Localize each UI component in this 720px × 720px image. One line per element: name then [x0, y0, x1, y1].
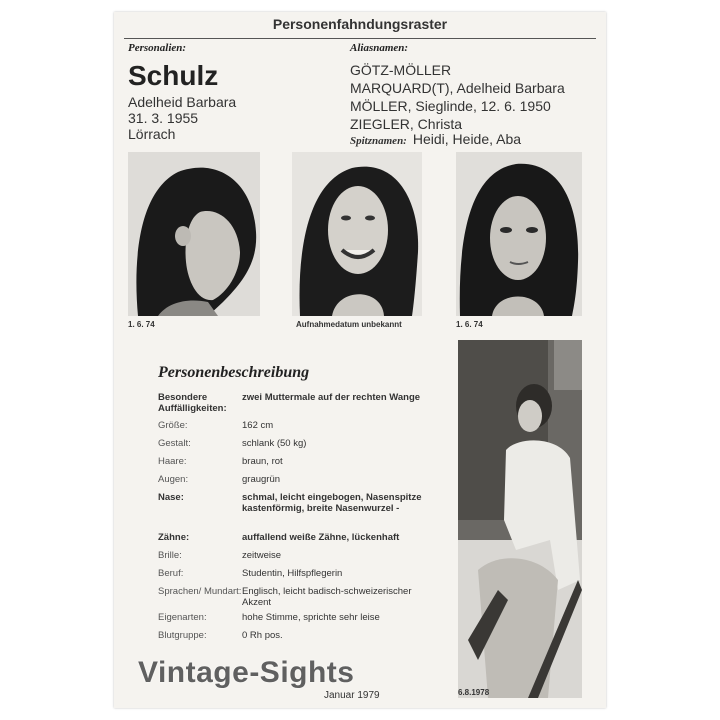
alias-line: ZIEGLER, Christa	[350, 116, 463, 132]
row-value: Studentin, Hilfspflegerin	[242, 568, 343, 579]
row-value: graugrün	[242, 474, 281, 485]
row-label: Blutgruppe:	[158, 630, 207, 641]
row-label: Beruf:	[158, 568, 184, 579]
smiling-photo	[292, 152, 422, 316]
birth-place: Lörrach	[128, 126, 176, 142]
title-divider	[124, 38, 596, 39]
given-names: Adelheid Barbara	[128, 94, 237, 110]
row-value: auffallend weiße Zähne, lückenhaft	[242, 532, 400, 543]
row-value: zwei Muttermale auf der rechten Wange	[242, 392, 421, 403]
watermark: Vintage-Sights	[138, 656, 355, 689]
row-value: braun, rot	[242, 456, 283, 467]
personalien-label: Personalien:	[128, 42, 187, 54]
row-label: Gestalt:	[158, 438, 191, 449]
row-label: Eigenarten:	[158, 612, 207, 623]
row-label: Größe:	[158, 420, 188, 431]
nicknames: Heidi, Heide, Aba	[412, 131, 522, 147]
row-label: Sprachen/ Mundart:	[158, 586, 242, 597]
full-body-photo	[458, 340, 582, 698]
row-label: Haare:	[158, 456, 187, 467]
description-heading: Personenbeschreibung	[158, 364, 310, 381]
issue-date: Januar 1979	[324, 690, 380, 701]
personal-info	[128, 94, 236, 142]
aliasnamen-label: Aliasnamen:	[350, 42, 409, 54]
frontal-photo	[456, 152, 582, 316]
alias-line: MARQUARD(T), Adelheid Barbara	[350, 80, 565, 96]
spitznamen-label: Spitznamen:	[350, 135, 407, 147]
alias-line: GÖTZ-MÖLLER	[350, 62, 452, 78]
alias-line: MÖLLER, Sieglinde, 12. 6. 1950	[350, 98, 551, 114]
row-label: Besondere Auffälligkeiten:	[158, 392, 227, 414]
row-value: 0 Rh pos.	[242, 630, 283, 641]
row-label: Nase:	[158, 492, 184, 503]
photo-caption: 1. 6. 74	[456, 320, 483, 329]
row-label: Zähne:	[158, 532, 190, 543]
row-label: Brille:	[158, 550, 182, 561]
row-label: Augen:	[158, 474, 189, 485]
profile-photo	[128, 152, 260, 316]
nicknames-row	[350, 130, 521, 150]
row-value: Englisch, leicht badisch-schweizerischer Akzent	[242, 586, 412, 608]
row-value: zeitweise	[242, 550, 282, 561]
surname: Schulz	[128, 60, 219, 91]
row-value: 162 cm	[242, 420, 274, 431]
photo-caption: 1. 6. 74	[128, 320, 155, 329]
row-value: hohe Stimme, sprichte sehr leise	[242, 612, 380, 623]
poster-title: Personenfahndungsraster	[272, 16, 448, 32]
birth-date: 31. 3. 1955	[128, 110, 199, 126]
photo-caption: Aufnahmedatum unbekannt	[296, 320, 402, 329]
wanted-poster-card	[114, 12, 606, 708]
row-value: schmal, leicht eingebogen, Nasenspitze kastenförmig, breite Nasenwurzel -	[242, 492, 422, 514]
alias-list	[350, 61, 565, 133]
photo-caption: 6.8.1978	[458, 688, 490, 697]
row-value: schlank (50 kg)	[242, 438, 307, 449]
